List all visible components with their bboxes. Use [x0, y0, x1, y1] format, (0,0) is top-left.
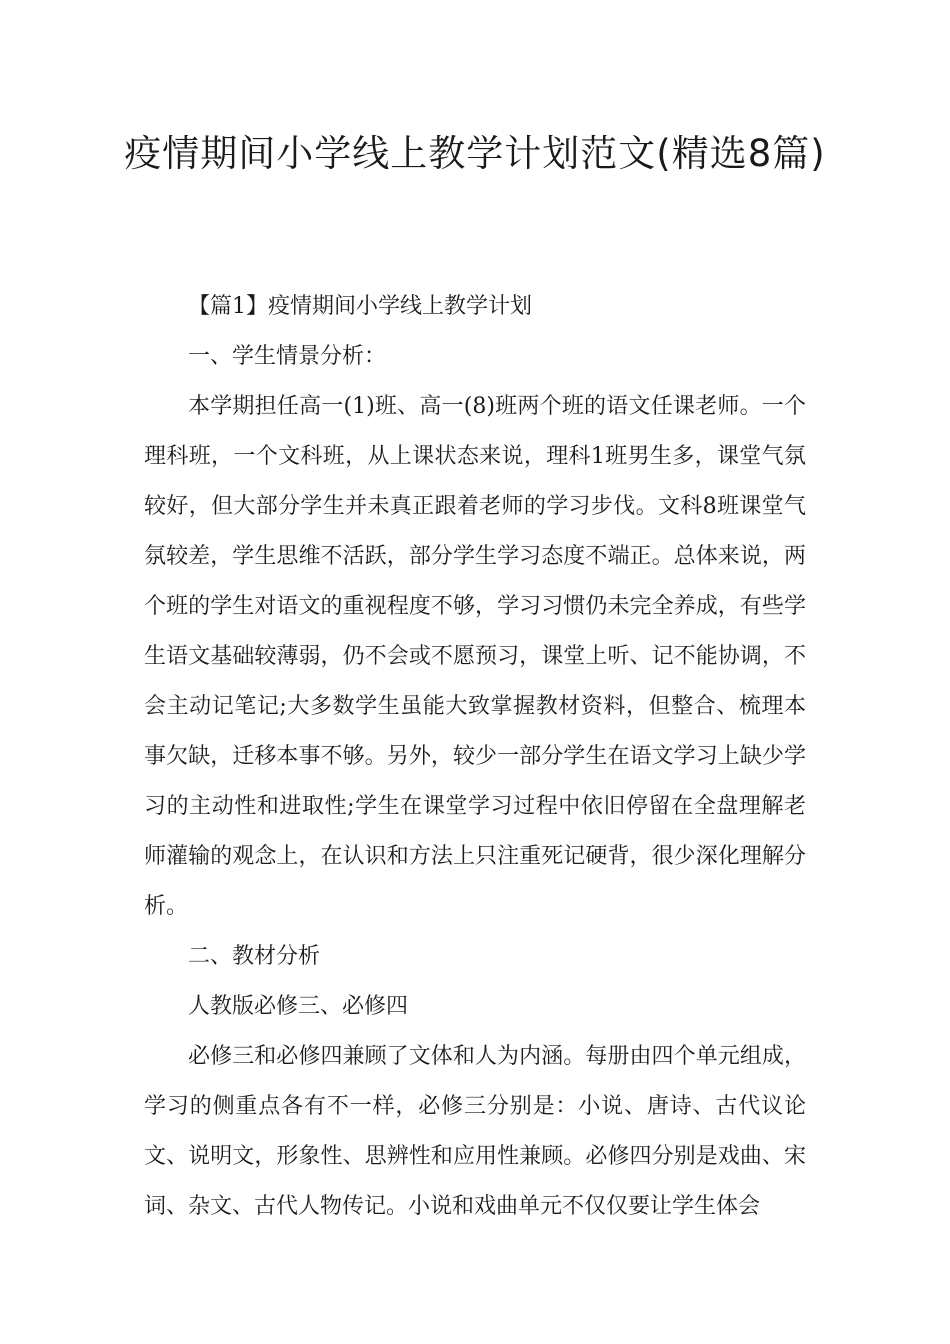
paragraph-textbook-content: 必修三和必修四兼顾了文体和人为内涵。每册由四个单元组成，学习的侧重点各有不一样，必修三分别是：小说、唐诗、古代议论文、说明文，形象性、思辨性和应用性兼顾。必修四分别是戏曲、宋词、杂文、古代人物传记。小说和戏曲单元不仅仅要让学生体会	[144, 1044, 806, 1219]
paragraph-textbook-edition: 人教版必修三、必修四	[188, 994, 409, 1019]
paragraph-student-analysis: 本学期担任高一(1)班、高一(8)班两个班的语文任课老师。一个理科班，一个文科班，从上课状态来说，理科1班男生多，课堂气氛较好，但大部分学生并未真正跟着老师的学习步伐。文科8班课堂气氛较差，学生思维不活跃，部分学生学习态度不端正。总体来说，两个班的学生对语文的重视程度不够，学习习惯仍未完全养成，有些学生语文基础较薄弱，仍不会或不愿预习，课堂上听、记不能协调，不会主动记笔记;大多数学生虽能大致掌握教材资料，但整合、梳理本事欠缺，迁移本事不够。另外，较少一部分学生在语文学习上缺少学习的主动性和进取性;学生在课堂学习过程中依旧停留在全盘理解老师灌输的观念上，在认识和方法上只注重死记硬背，很少深化理解分析。	[144, 394, 806, 919]
section-heading-article-1: 【篇1】疫情期间小学线上教学计划	[188, 294, 532, 319]
document-title: 疫情期间小学线上教学计划范文(精选8篇)	[124, 132, 826, 175]
section-heading-textbook-analysis: 二、教材分析	[188, 944, 321, 969]
section-heading-student-analysis: 一、学生情景分析：	[188, 344, 387, 369]
document-body	[144, 282, 806, 1232]
